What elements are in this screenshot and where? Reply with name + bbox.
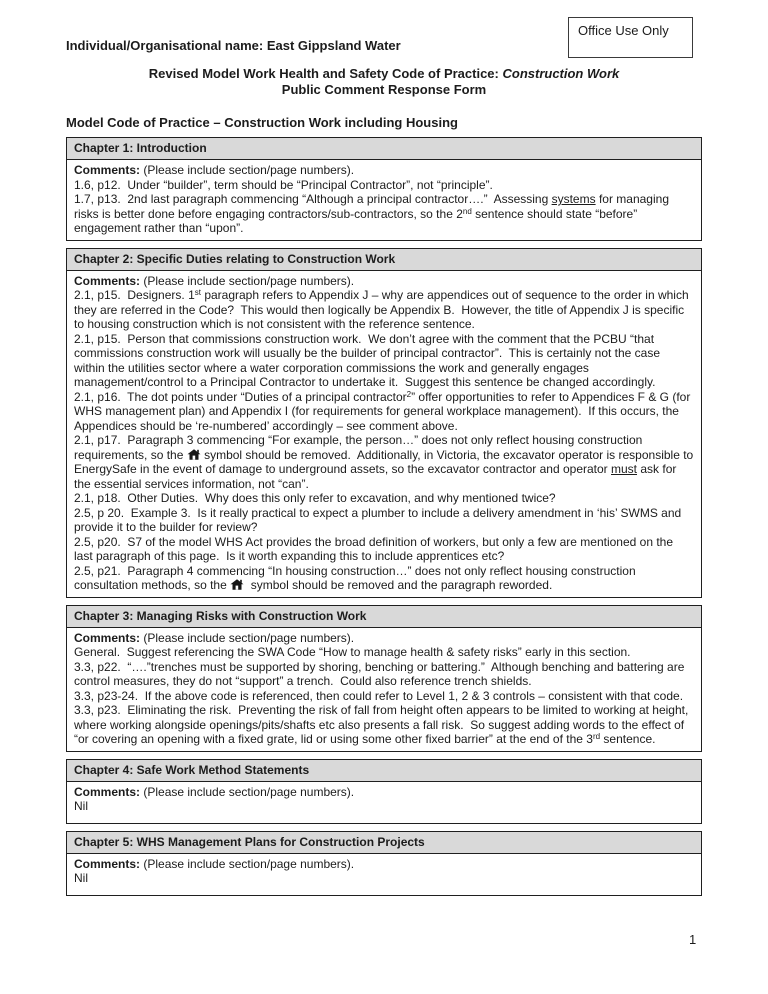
comment-paragraph: Comments: (Please include section/page numbers). [74, 273, 355, 288]
chapter-3-comments [67, 628, 701, 751]
comment-paragraph: Comments: (Please include section/page numbers). [74, 630, 355, 645]
comment-paragraph: Comments: (Please include section/page numbers). [74, 784, 355, 799]
chapter-5-comments [67, 854, 701, 895]
comment-paragraph: Nil [74, 799, 88, 813]
chapter-3-table [66, 605, 702, 752]
chapter-5-table [66, 831, 702, 896]
comment-paragraph: 3.3, p22. “….”trenches must be supported by shoring, benching or battering.” Although benching and battering are control measures, they do not “support” a trench. Could also reference trench shields. [74, 659, 688, 688]
comment-paragraph: Comments: (Please include section/page numbers). [74, 163, 355, 177]
chapter-1-comments [67, 160, 701, 240]
office-use-only-label: Office Use Only [578, 23, 669, 38]
chapter-1-header: Chapter 1: Introduction [67, 138, 701, 160]
chapter-4-table [66, 759, 702, 824]
comment-paragraph: 2.1, p15. Person that commissions construction work. We don’t agree with the comment that the PCBU “that commissions construction work will usually be the builder of principal contractor”. This is certainly not the case within the utilities sector where a water corporation commissions the work and generally engages management/control to a Principal Contractor to undertake it. Suggest this sentence be changed accordingly. [74, 331, 664, 389]
chapter-1-table [66, 137, 702, 241]
comment-paragraph: Comments: (Please include section/page numbers). [74, 856, 355, 871]
chapter-4-header: Chapter 4: Safe Work Method Statements [67, 760, 701, 782]
chapter-2-comments [67, 271, 701, 597]
comment-paragraph: 2.1, p15. Designers. 1st paragraph refers to Appendix J – why are appendices out of sequence to the order in which they are referred in the Code? This would then logically be Appendix B. However, the title of Appendix J is specific to housing construction which is not consistent with the reference sentence. [74, 288, 692, 331]
comment-paragraph: 3.3, p23. Eliminating the risk. Preventing the risk of fall from height often appears to be limited to working at height, where working alongside openings/pits/shafts etc also presents a fall risk. So suggest adding words to the effect of “or covering an opening with a fixed grate, lid or using some other fixed barrier” at the end of the 3rd sentence. [74, 703, 692, 746]
comment-paragraph: 2.5, p 20. Example 3. Is it really practical to expect a plumber to include a delivery amendment in ‘his’ SWMS and provide it to the builder for review? [74, 505, 685, 534]
form-title [66, 66, 702, 98]
comment-paragraph: 2.5, p20. S7 of the model WHS Act provides the broad definition of workers, but only a few are mentioned on the last paragraph of this page. Is it worth expanding this to include apprentices etc? [74, 534, 677, 563]
chapter-2-header: Chapter 2: Specific Duties relating to Construction Work [67, 249, 701, 271]
office-use-only-box [568, 17, 693, 58]
house-icon [187, 449, 201, 460]
comment-paragraph: 3.3, p23-24. If the above code is referenced, then could refer to Level 1, 2 & 3 controls – consistent with that code. [74, 688, 684, 703]
chapter-3-header: Chapter 3: Managing Risks with Construction Work [67, 606, 701, 628]
comment-paragraph: Nil [74, 871, 88, 885]
org-name-line: Individual/Organisational name: East Gippsland Water [66, 38, 401, 53]
comment-paragraph: General. Suggest referencing the SWA Code “How to manage health & safety risks” early in this section. [74, 645, 631, 659]
form-title-line-2: Public Comment Response Form [281, 82, 487, 97]
form-title-emphasis: Construction Work [502, 66, 620, 81]
section-heading: Model Code of Practice – Construction Work including Housing [66, 115, 458, 130]
comment-paragraph: 2.1, p18. Other Duties. Why does this only refer to excavation, and why mentioned twice? [74, 491, 556, 505]
chapter-2-table [66, 248, 702, 598]
house-icon [230, 579, 244, 590]
comment-paragraph: 2.5, p21. Paragraph 4 commencing “In housing construction…” does not only reflect housing construction consultation methods, so the symbol should be removed and the paragraph reworded. [74, 563, 639, 592]
chapter-4-comments [67, 782, 701, 823]
comment-paragraph: 2.1, p16. The dot points under “Duties of a principal contractor$^2$” offer opportunities to refer to Appendices F & G (for WHS management plan) and Appendix I (for requirements for general workplace management). If this occurs, the Appendices should be ‘re-numbered’ accordingly – see comment above. [74, 389, 694, 433]
form-title-line-1: Revised Model Work Health and Safety Code of Practice: Construction Work [148, 66, 620, 81]
page-number: 1 [689, 932, 697, 947]
comment-paragraph: 1.7, p13. 2nd last paragraph commencing “Although a principal contractor….” Assessing systems for managing risks is better done before engaging contractors/sub-contractors, so the 2nd sentence should state “before” engagement rather than “upon”. [74, 192, 673, 235]
comment-paragraph: 2.1, p17. Paragraph 3 commencing “For example, the person…” does not only reflect housing construction requirements, so the symbol should be removed. Additionally, in Victoria, the excavator operator is responsible to EnergySafe in the event of damage to underground assets, so the excavator contractor and operator must ask for the essential services information, not “can”. [74, 433, 697, 491]
comment-paragraph: 1.6, p12. Under “builder”, term should be “Principal Contractor”, not “principle”. [74, 177, 493, 192]
chapter-5-header: Chapter 5: WHS Management Plans for Construction Projects [67, 832, 701, 854]
